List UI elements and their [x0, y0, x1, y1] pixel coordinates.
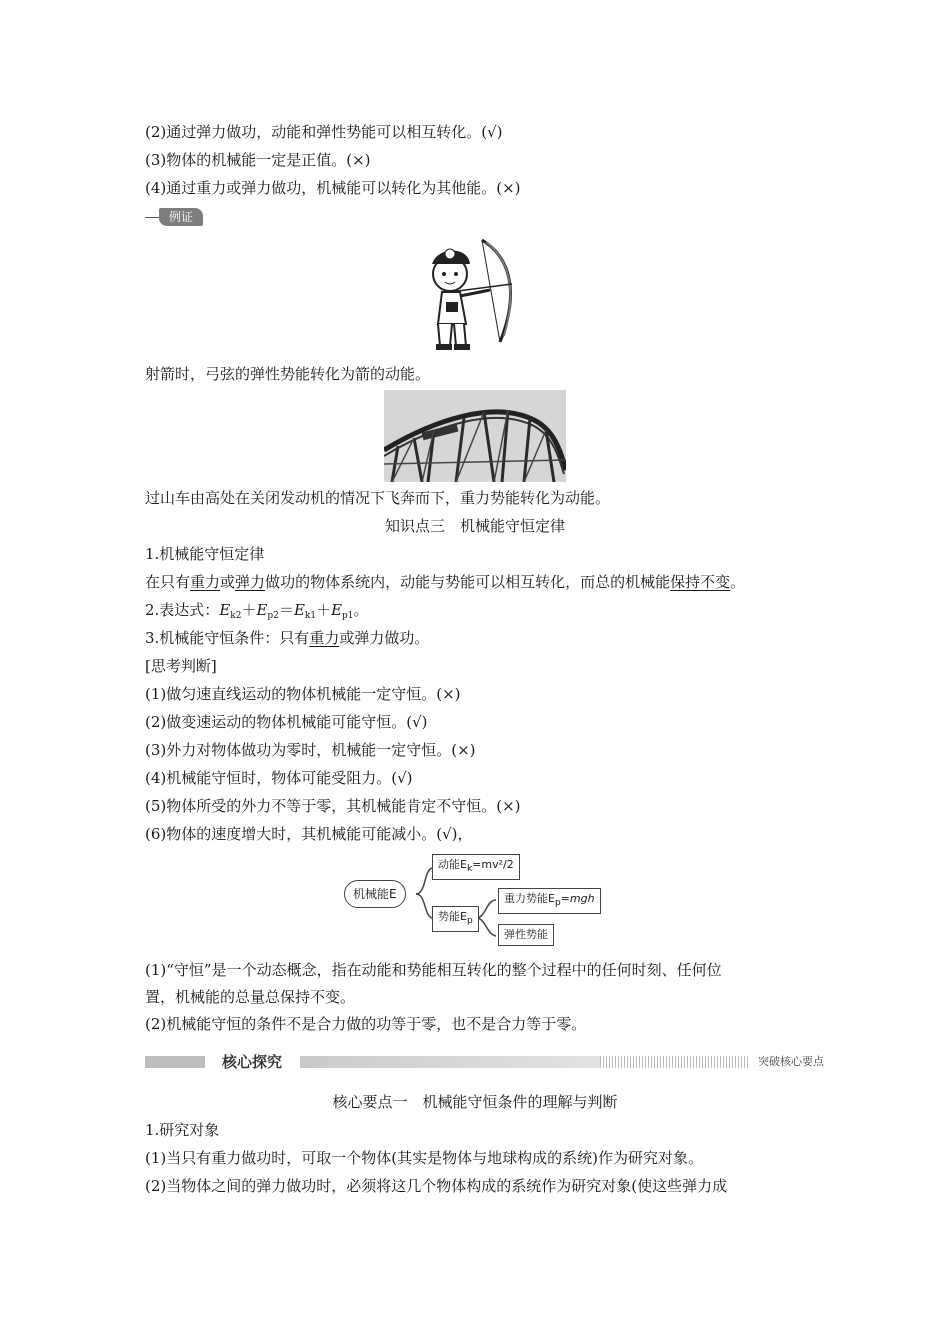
- mindmap-kinetic: 动能$E_k=mv^2/2$: [432, 854, 520, 880]
- judgement-line-2: (2)通过弹力做功，动能和弹性势能可以相互转化。(√): [145, 123, 503, 141]
- note-2: (2)机械能守恒的条件不是合力做的功等于零，也不是合力等于零。: [145, 1015, 587, 1033]
- archer-illustration: [420, 232, 525, 354]
- underline-gravity: 重力: [190, 573, 221, 591]
- banner-tag: 突破核心要点: [751, 1054, 831, 1070]
- think-item-4: (4)机械能守恒时，物体可能受阻力。(√): [145, 769, 413, 787]
- example-tag-label: 例证: [159, 208, 203, 226]
- core-item-heading: 1.研究对象: [145, 1121, 220, 1139]
- think-item-1: (1)做匀速直线运动的物体机械能一定守恒。(×): [145, 685, 461, 703]
- note-1-line-b: 置，机械能的总量总保持不变。: [145, 988, 356, 1006]
- underline-gravity-2: 重力: [309, 629, 340, 647]
- archery-caption: 射箭时，弓弦的弹性势能转化为箭的动能。: [145, 365, 431, 383]
- underline-constant: 保持不变: [670, 573, 731, 591]
- core-item-2: (2)当物体之间的弹力做功时，必须将这几个物体构成的系统作为研究对象(使这些弹力成: [145, 1177, 728, 1195]
- mindmap-potential: 势能$E_p$: [432, 906, 479, 932]
- mindmap-root: 机械能E: [344, 880, 406, 908]
- think-item-3: (3)外力对物体做功为零时，机械能一定守恒。(×): [145, 741, 476, 759]
- think-item-6: (6)物体的速度增大时，其机械能可能减小。(√)，: [145, 825, 473, 843]
- mindmap-elastic-pe: 弹性势能: [498, 924, 554, 946]
- example-tag: [145, 208, 203, 226]
- note-1-line-a: (1)“守恒”是一个动态概念，指在动能和势能相互转化的整个过程中的任何时刻、任何位: [145, 961, 722, 979]
- core-point-1-title: 核心要点一 机械能守恒条件的理解与判断: [332, 1093, 618, 1111]
- judgement-line-3: (3)物体的机械能一定是正值。(×): [145, 151, 371, 169]
- underline-elastic: 弹力: [235, 573, 266, 591]
- roller-coaster-photo: [384, 390, 566, 482]
- judgement-line-4: (4)通过重力或弹力做功，机械能可以转化为其他能。(×): [145, 179, 521, 197]
- mindmap-gravity-pe: 重力势能$E_p=mgh$: [498, 888, 601, 914]
- point-2-expression: 2.表达式：$E_{k2}+E_{p2}=E_{k1}+E_{p1}$。: [145, 601, 369, 621]
- core-explore-banner: [145, 1051, 824, 1073]
- section-3-title: 知识点三 机械能守恒定律: [384, 517, 565, 535]
- banner-title: 核心探究: [207, 1051, 297, 1073]
- point-1-heading: 1.机械能守恒定律: [145, 545, 265, 563]
- mechanical-energy-mindmap: [340, 850, 620, 950]
- think-item-2: (2)做变速运动的物体机械能可能守恒。(√): [145, 713, 428, 731]
- coaster-caption: 过山车由高处在关闭发动机的情况下飞奔而下，重力势能转化为动能。: [145, 489, 611, 507]
- think-judge-heading: [思考判断]: [145, 657, 217, 675]
- point-1-body: 在只有重力或弹力做功的物体系统内，动能与势能可以相互转化，而总的机械能保持不变。: [145, 573, 746, 591]
- think-item-5: (5)物体所受的外力不等于零，其机械能肯定不守恒。(×): [145, 797, 521, 815]
- point-3-condition: 3.机械能守恒条件：只有重力或弹力做功。: [145, 629, 430, 647]
- core-item-1: (1)当只有重力做功时，可取一个物体(其实是物体与地球构成的系统)作为研究对象。: [145, 1149, 703, 1167]
